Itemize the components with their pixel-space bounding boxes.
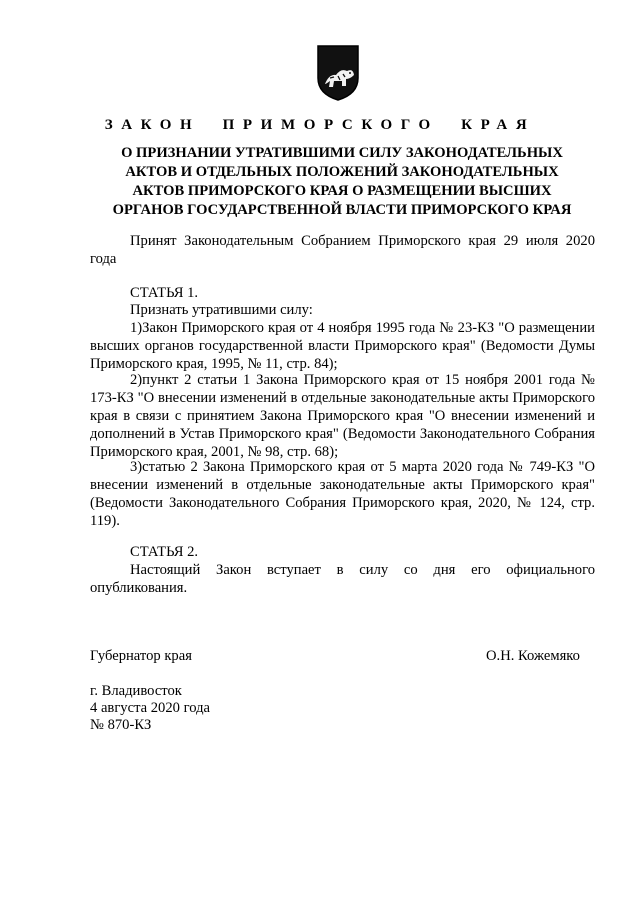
issue-city: г. Владивосток (90, 683, 182, 699)
article-1-item: 3)статью 2 Закона Приморского края от 5 марта 2020 года № 749-КЗ "О внесении изменений в отдельные законодательные акты Приморского края" (Ведомости Законодательного Собрания Приморского края, 2020, № 124, стр. 119). (90, 459, 595, 529)
document-title-line: АКТОВ И ОТДЕЛЬНЫХ ПОЛОЖЕНИЙ ЗАКОНОДАТЕЛЬНЫХ (125, 164, 559, 180)
document-title (90, 144, 594, 220)
law-title: ЗАКОН ПРИМОРСКОГО КРАЯ (104, 117, 536, 133)
article-1-item: 1)Закон Приморского края от 4 ноября 1995 года № 23-КЗ "О размещении высших органов государственной власти Приморского края" (Ведомости Думы Приморского края, 1995, № 11, стр. 84); (90, 320, 595, 372)
adoption-statement: Принят Законодательным Собранием Приморского края 29 июля 2020 года (90, 233, 595, 267)
issue-date: 4 августа 2020 года (90, 700, 210, 716)
article-1-heading: СТАТЬЯ 1. (130, 285, 199, 301)
article-1-item: 2)пункт 2 статьи 1 Закона Приморского края от 15 ноября 2001 года № 173-КЗ "О внесении изменений в отдельные законодательные акты Приморского края в связи с принятием Закона Приморского края "О внесении изменений и дополнений в Устав Приморского края" (Ведомости Законодательного Собрания Приморского края, 2001, № 98, стр. 68); (90, 372, 595, 460)
signatory-position: Губернатор края (90, 648, 192, 664)
document-title-line: АКТОВ ПРИМОРСКОГО КРАЯ О РАЗМЕЩЕНИИ ВЫСШИХ (132, 183, 552, 199)
signatory-name: О.Н. Кожемяко (486, 648, 580, 664)
coat-of-arms-icon (316, 44, 360, 102)
article-2-heading: СТАТЬЯ 2. (130, 544, 199, 560)
article-2-text: Настоящий Закон вступает в силу со дня его официального опубликования. (90, 562, 595, 596)
document-title-line: ОРГАНОВ ГОСУДАРСТВЕННОЙ ВЛАСТИ ПРИМОРСКОГО КРАЯ (112, 202, 572, 218)
document-title-line: О ПРИЗНАНИИ УТРАТИВШИМИ СИЛУ ЗАКОНОДАТЕЛЬНЫХ (121, 145, 563, 161)
article-1-intro: Признать утратившими силу: (130, 302, 313, 318)
law-number: № 870-КЗ (90, 717, 152, 733)
